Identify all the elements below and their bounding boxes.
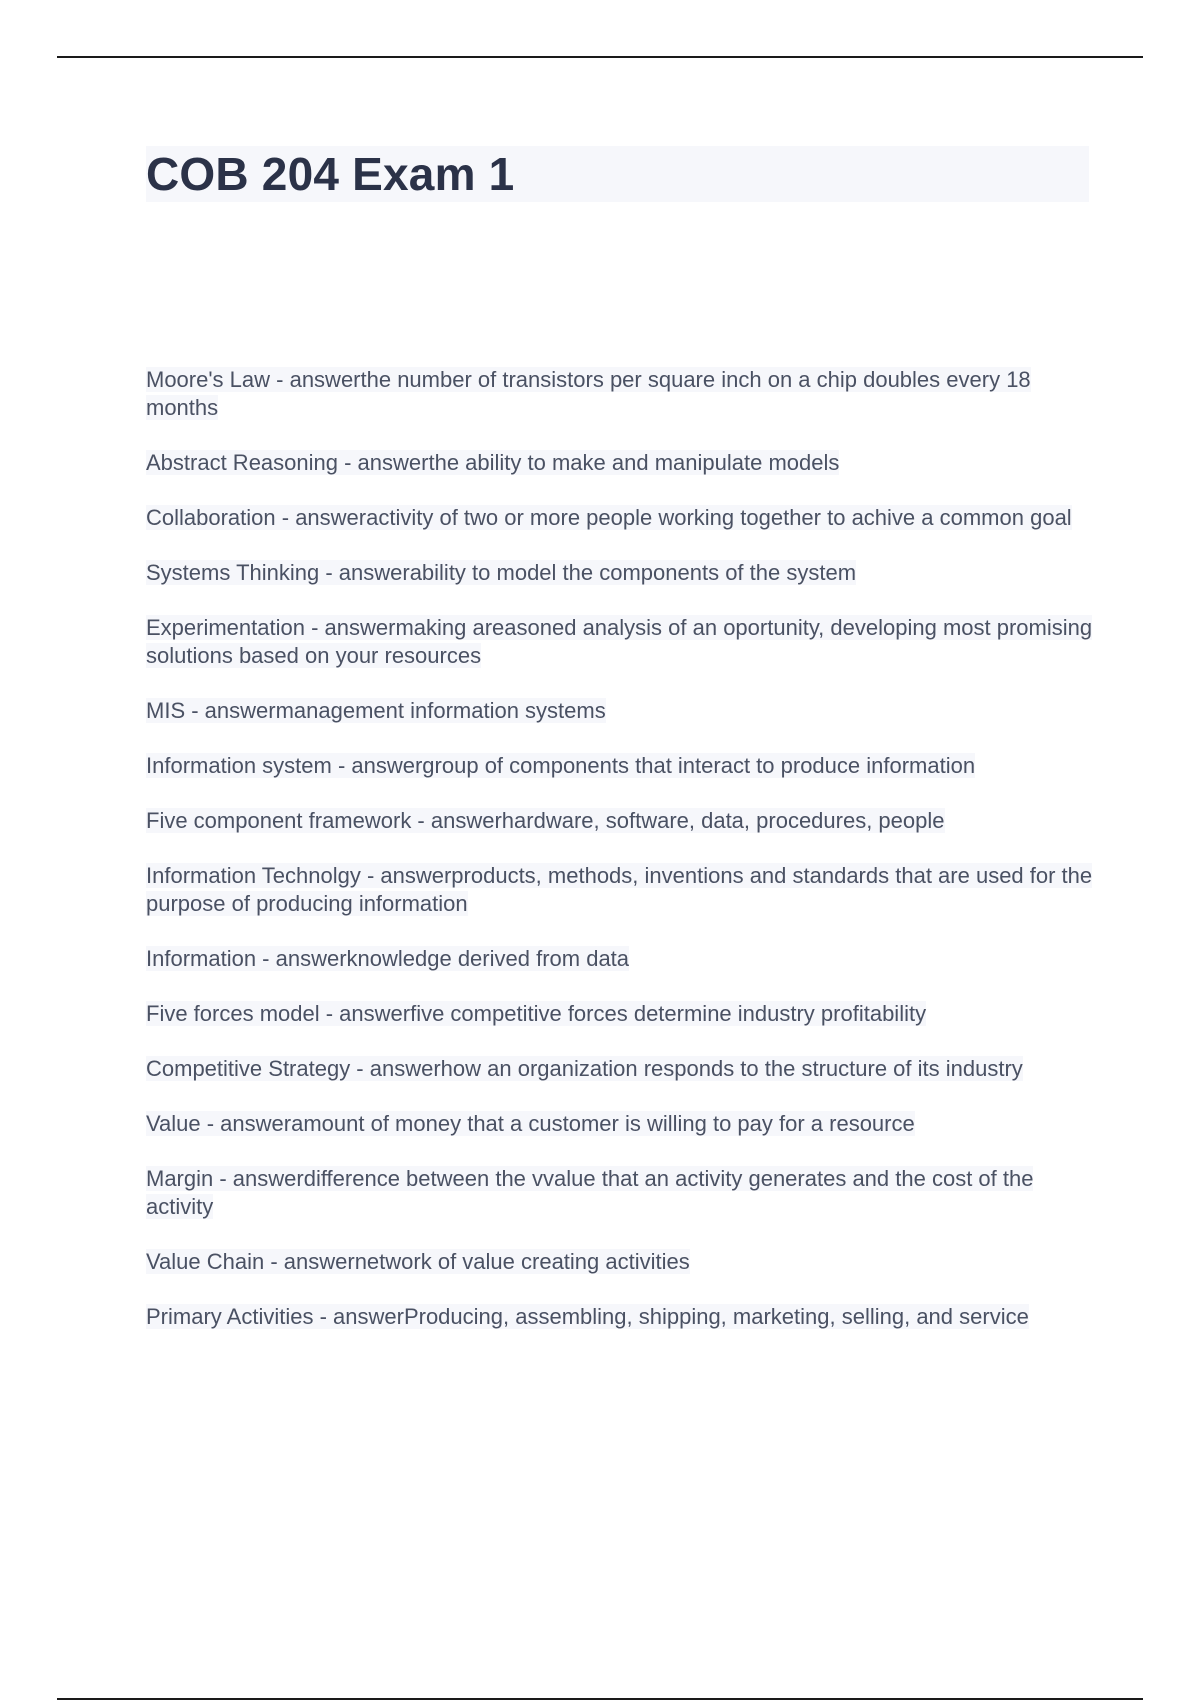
term-item (146, 449, 1096, 477)
term-text: Collaboration - answeractivity of two or more people working together to achive a common goal (146, 505, 1072, 530)
term-item (146, 1165, 1096, 1221)
term-text: Moore's Law - answerthe number of transistors per square inch on a chip doubles every 18 months (146, 367, 1031, 420)
term-item (146, 614, 1096, 670)
term-text: Abstract Reasoning - answerthe ability to make and manipulate models (146, 450, 840, 475)
term-text: Systems Thinking - answerability to model the components of the system (146, 560, 857, 585)
term-text: Competitive Strategy - answerhow an organization responds to the structure of its industry (146, 1056, 1023, 1081)
page-title: COB 204 Exam 1 (146, 148, 515, 200)
term-text: Information - answerknowledge derived from data (146, 946, 630, 971)
term-text: Primary Activities - answerProducing, assembling, shipping, marketing, selling, and service (146, 1304, 1029, 1329)
term-text: Experimentation - answermaking areasoned analysis of an oportunity, developing most promising solutions based on your resources (146, 615, 1093, 668)
term-item (146, 945, 1096, 973)
term-text: Five forces model - answerfive competitive forces determine industry profitability (146, 1001, 927, 1026)
term-text: Value - answeramount of money that a customer is willing to pay for a resource (146, 1111, 915, 1136)
term-list (146, 366, 1096, 1358)
top-rule (57, 56, 1143, 58)
term-text: Information system - answergroup of components that interact to produce information (146, 753, 976, 778)
term-item (146, 752, 1096, 780)
term-item (146, 504, 1096, 532)
term-item (146, 1303, 1096, 1331)
term-item (146, 697, 1096, 725)
term-item (146, 1248, 1096, 1276)
term-item (146, 1000, 1096, 1028)
term-text: Information Technolgy - answerproducts, methods, inventions and standards that are used for the purpose of producing information (146, 863, 1093, 916)
term-text: MIS - answermanagement information systems (146, 698, 606, 723)
term-text: Five component framework - answerhardware, software, data, procedures, people (146, 808, 945, 833)
term-item (146, 559, 1096, 587)
term-item (146, 807, 1096, 835)
term-item (146, 366, 1096, 422)
term-item (146, 1055, 1096, 1083)
term-item (146, 1110, 1096, 1138)
term-text: Margin - answerdifference between the vvalue that an activity generates and the cost of the activity (146, 1166, 1034, 1219)
term-text: Value Chain - answernetwork of value creating activities (146, 1249, 690, 1274)
term-item (146, 862, 1096, 918)
